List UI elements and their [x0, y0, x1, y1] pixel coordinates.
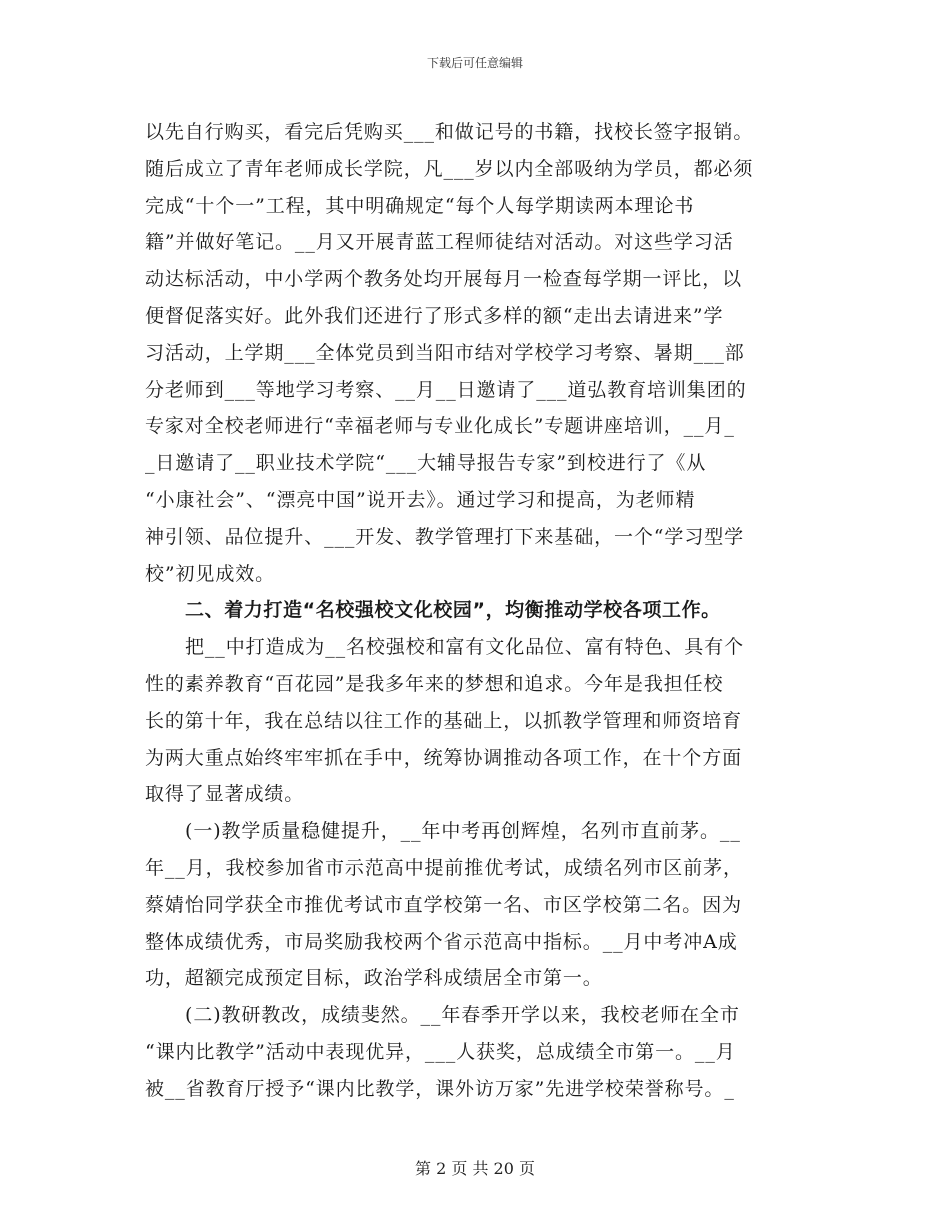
text-line: 完成“十个一”工程，其中明确规定“每个人每学期读两本理论书 [145, 194, 695, 217]
text-line: 长的第十年，我在总结以往工作的基础上，以抓教学管理和师资培育 [145, 709, 743, 732]
paragraph-school-goals [145, 629, 805, 813]
text-line: _日邀请了__职业技术学院“___大辅导报告专家”到校进行了《从 [145, 452, 707, 475]
text-line: 被__省教育厅授予“课内比教学，课外访万家”先进学校荣誉称号。_ [145, 1077, 735, 1100]
paragraph-study-activities [145, 114, 805, 592]
text-line: (二)教研教改，成绩斐然。__年春季开学以来，我校老师在全市 [185, 1004, 740, 1027]
text-line: 神引领、品位提升、___开发、教学管理打下来基础，一个“学习型学 [145, 525, 745, 548]
page-header-note: 下载后可任意编辑 [426, 56, 523, 70]
text-line: 整体成绩优秀，市局奖励我校两个省示范高中指标。__月中考冲A成 [145, 930, 738, 953]
text-line: (一)教学质量稳健提升，__年中考再创辉煌，名列市直前茅。__ [185, 820, 741, 843]
text-line: 为两大重点始终牢牢抓在手中，统筹协调推动各项工作，在十个方面 [145, 746, 743, 769]
text-line: 便督促落实好。此外我们还进行了形式多样的额“走出去请进来”学 [145, 304, 724, 327]
text-line: “小康社会”、“漂亮中国”说开去》。通过学习和提高，为老师精 [145, 488, 696, 511]
text-line: 年__月，我校参加省市示范高中提前推优考试，成绩名列市区前茅， [145, 856, 743, 879]
paragraph-teaching-quality [145, 813, 805, 997]
text-line: 蔡婧怡同学获全市推优考试市直学校第一名、市区学校第二名。因为 [145, 893, 743, 916]
section-heading: 二、着力打造“名校强校文化校园”，均衡推动学校各项工作。 [185, 599, 721, 622]
paragraph-teaching-research [145, 997, 805, 1107]
text-line: 动达标活动，中小学两个教务处均开展每月一检查每学期一评比，以 [145, 268, 743, 291]
text-line: 校”初见成效。 [145, 562, 276, 585]
text-line: “课内比教学”活动中表现优异，___人获奖，总成绩全市第一。__月 [145, 1040, 736, 1063]
text-line: 以先自行购买，看完后凭购买___和做记号的书籍，找校长签字报销。 [145, 121, 754, 143]
text-line: 性的素养教育“百花园”是我多年来的梦想和追求。今年是我担任校 [145, 672, 724, 695]
text-line: 取得了显著成绩。 [145, 783, 305, 806]
text-line: 专家对全校老师进行“幸福老师与专业化成长”专题讲座培训，__月_ [145, 415, 735, 438]
document-body [145, 114, 805, 1108]
text-line: 籍”并做好笔记。__月又开展青蓝工程师徒结对活动。对这些学习活 [145, 231, 734, 254]
text-line: 习活动，上学期___全体党员到当阳市结对学校学习考察、暑期___部 [145, 341, 745, 364]
page-number: 第 2 页 共 20 页 [415, 1159, 535, 1178]
text-line: 随后成立了青年老师成长学院，凡___岁以内全部吸纳为学员，都必须 [145, 157, 754, 180]
text-line: 功，超额完成预定目标，政治学科成绩居全市第一。 [145, 967, 603, 990]
text-line: 把__中打造成为__名校强校和富有文化品位、富有特色、具有个 [185, 636, 745, 659]
text-line: 分老师到___等地学习考察、__月__日邀请了___道弘教育培训集团的 [145, 378, 747, 401]
